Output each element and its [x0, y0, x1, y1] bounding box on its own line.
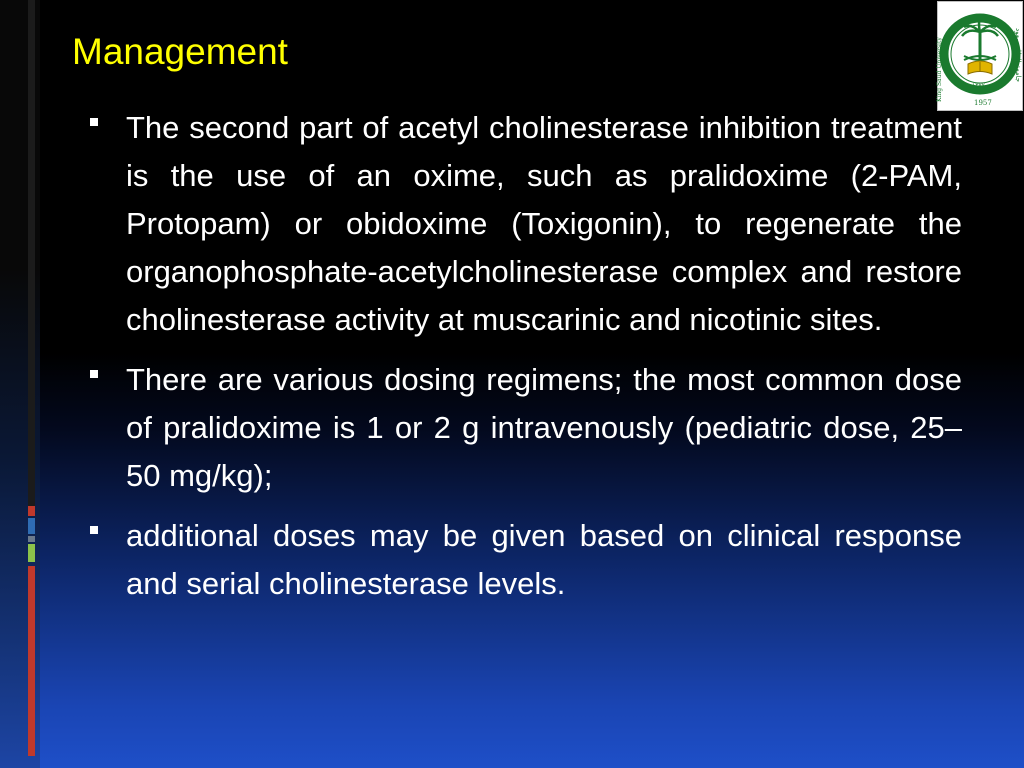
left-decorative-strip [0, 0, 40, 768]
strip-mark-blue [28, 518, 35, 534]
strip-mark-gray-1 [28, 0, 35, 506]
slide-title: Management [72, 31, 288, 72]
strip-mark-red-top [28, 506, 35, 516]
square-bullet-icon [90, 118, 98, 126]
bullet-item [86, 104, 962, 344]
logo-text-en: King Saud University [936, 37, 943, 102]
bullet-text: There are various dosing regimens; the most common dose of pralidoxime is 1 or 2 g intravenously (pediatric dose, 25–50 mg/kg); [126, 362, 962, 493]
bullet-item [86, 512, 962, 608]
strip-mark-gray-2 [28, 536, 35, 542]
bullet-list [86, 104, 962, 620]
bullet-item [86, 356, 962, 500]
bullet-text: additional doses may be given based on clinical response and serial cholinesterase levels. [126, 518, 962, 601]
logo-text-ar: جامعة الملك سعود [1014, 28, 1022, 83]
strip-mark-green [28, 544, 35, 562]
square-bullet-icon [90, 526, 98, 534]
logo-year: 1957 [974, 99, 992, 107]
square-bullet-icon [90, 370, 98, 378]
strip-mark-red-long [28, 566, 35, 756]
bullet-text: The second part of acetyl cholinesterase inhibition treatment is the use of an oxime, such as pralidoxime (2-PAM, Protopam) or obidoxime (Toxigonin), to regenerate the organophosphate-acetylcholinesterase complex and restore cholinesterase activity at muscarinic and nicotinic sites. [126, 110, 962, 337]
university-logo [937, 1, 1023, 111]
logo-year-hijri: ١٣٧٧ [972, 82, 985, 89]
